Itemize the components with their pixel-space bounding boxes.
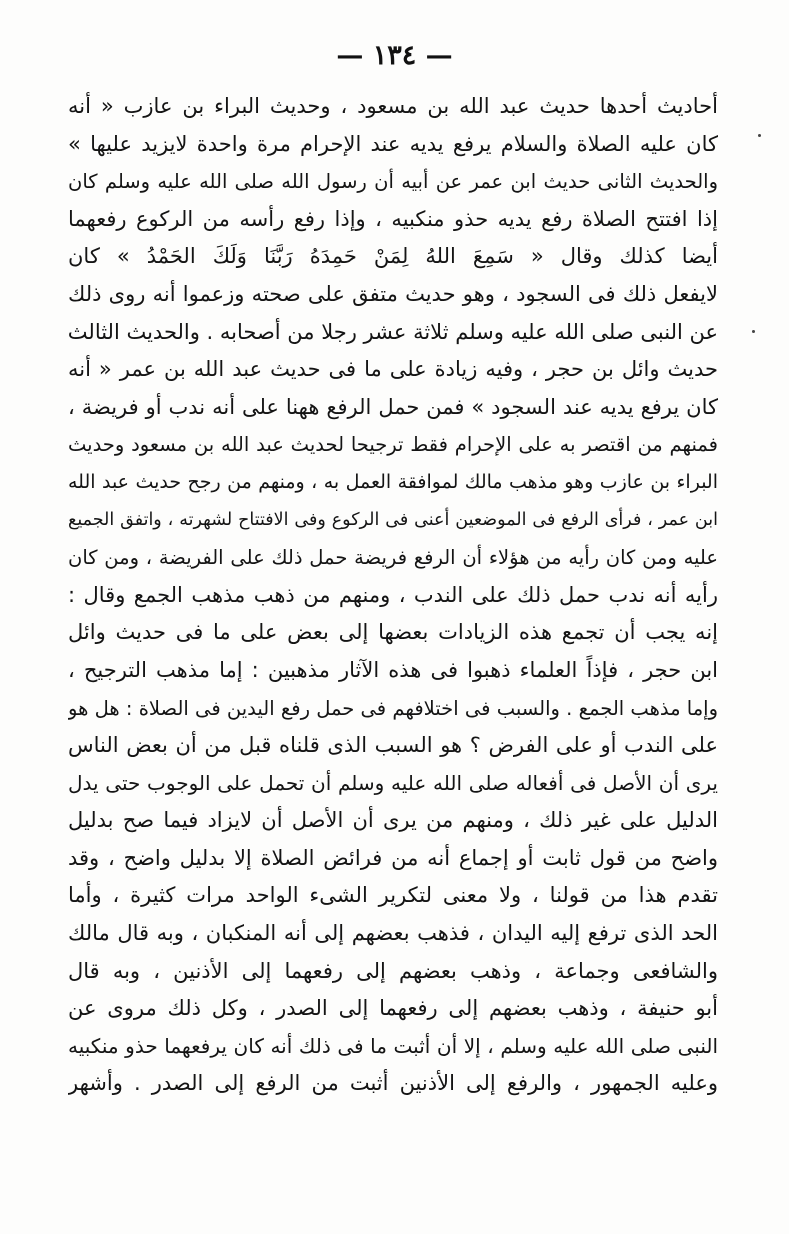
text-line: لايفعل ذلك فى السجود ، وهو حديث متفق على صحته وزعموا أنه روى ذلك — [68, 281, 718, 306]
text-line: والشافعى وجماعة ، وذهب بعضهم إلى رفعهما إلى الأذنين ، وبه قال — [68, 958, 718, 983]
text-line: أبو حنيفة ، وذهب بعضهم إلى رفعهما إلى الصدر ، وكل ذلك مروى عن — [68, 996, 718, 1021]
text-line: كان يرفع يديه عند السجود » فمن حمل الرفع ههنا على أنه ندب أو فريضة ، — [68, 394, 718, 419]
text-line: والحديث الثانى حديث ابن عمر عن أبيه أن رسول الله صلى الله عليه وسلم كان — [68, 170, 718, 194]
page-number: — ١٣٤ — — [336, 40, 453, 71]
text-line: النبى صلى الله عليه وسلم ، إلا أن أثبت ما فى ذلك أنه كان يرفعهما حذو منكبيه — [68, 1033, 718, 1058]
text-line: على الندب أو على الفرض ؟ هو السبب الذى قلناه قبل من أن بعض الناس — [68, 733, 718, 758]
text-line: أيضا كذلك وقال « سَمِعَ اللهُ لِمَنْ حَمِدَهُ رَبَّنَا وَلَكَ الحَمْدُ » كان — [68, 244, 718, 269]
text-line: رأيه أنه ندب حمل ذلك على الندب ، ومنهم من ذهب مذهب الجمع وقال : — [68, 582, 718, 607]
text-line: حديث وائل بن حجر ، وفيه زيادة على ما فى حديث عبد الله بن عمر « أنه — [68, 357, 718, 382]
text-line: الحد الذى ترفع إليه اليدان ، فذهب بعضهم إلى أنه المنكبان ، وبه قال مالك — [68, 921, 718, 946]
body-text — [68, 88, 718, 1103]
text-line: إنه يجب أن تجمع هذه الزيادات بعضها إلى بعض على ما فى حديث وائل — [68, 620, 718, 645]
scan-speck — [752, 330, 755, 333]
text-line: إذا افتتح الصلاة رفع يديه حذو منكبيه ، وإذا رفع رأسه من الركوع رفعهما — [68, 206, 718, 231]
text-line: واضح من قول ثابت أو إجماع أنه من فرائض الصلاة إلا بدليل واضح ، وقد — [68, 845, 718, 870]
text-line: البراء بن عازب وهو مذهب مالك لموافقة العمل به ، ومنهم من رجح حديث عبد الله — [68, 470, 718, 493]
text-line: أحاديث أحدها حديث عبد الله بن مسعود ، وحديث البراء بن عازب « أنه — [68, 94, 718, 118]
text-line: فمنهم من اقتصر به على الإحرام فقط ترجيحا لحديث عبد الله بن مسعود وحديث — [68, 433, 718, 457]
text-line: تقدم هذا من قولنا ، ولا معنى لتكرير الشىء الواحد مرات كثيرة ، وأما — [68, 883, 718, 908]
text-line: عليه ومن كان رأيه من هؤلاء أن الرفع فريضة حمل ذلك على الفريضة ، ومن كان — [68, 546, 718, 570]
text-line: يرى أن الأصل فى أفعاله صلى الله عليه وسلم أن تحمل على الوجوب حتى يدل — [68, 770, 718, 795]
text-line: الدليل على غير ذلك ، ومنهم من يرى أن الأصل أن لايزاد فيما صح بدليل — [68, 808, 718, 833]
scan-speck — [758, 134, 761, 137]
text-line: وإما مذهب الجمع . والسبب فى اختلافهم فى حمل رفع اليدين فى الصلاة : هل هو — [68, 696, 718, 720]
text-line: وعليه الجمهور ، والرفع إلى الأذنين أثبت من الرفع إلى الصدر . وأشهر — [68, 1071, 718, 1096]
text-line: عن النبى صلى الله عليه وسلم ثلاثة عشر رجلا من أصحابه . والحديث الثالث — [68, 319, 718, 344]
text-line: ابن حجر ، فإذاً العلماء ذهبوا فى هذه الآثار مذهبين : إما مذهب الترجيح ، — [68, 657, 718, 682]
text-line: كان عليه الصلاة والسلام يرفع يديه عند الإحرام مرة واحدة لايزيد عليها » — [68, 131, 718, 156]
text-line: ابن عمر ، فرأى الرفع فى الموضعين أعنى فى الركوع وفى الافتتاح لشهرته ، واتفق الجميع — [68, 509, 718, 530]
